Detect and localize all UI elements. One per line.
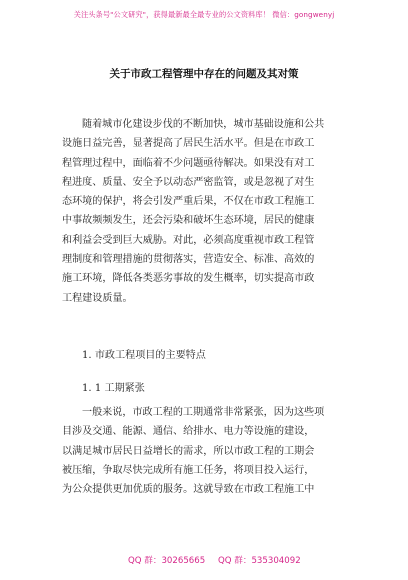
paragraph-line: 程进度、质量、安全予以动态严密监管，或是忽视了对生 [62, 176, 315, 188]
paragraph-line: 以满足城市居民日益增长的需求，所以市政工程的工期会 [62, 445, 315, 457]
paragraph-line: 程管理过程中，面临着不少问题亟待解决。如果没有对工 [62, 157, 315, 169]
paragraph-line: 目涉及交通、能源、通信、给排水、电力等设施的建设， [62, 426, 315, 438]
paragraph-line: 施工环境，降低各类恶劣事故的发生概率，切实提高市政 [62, 273, 315, 285]
paragraph-line: 设施日益完善，显著提高了居民生活水平。但是在市政工 [62, 138, 315, 150]
paragraph-line: 被压缩，争取尽快完成所有施工任务，将项目投入运行， [62, 464, 315, 476]
qq-group-label: QQ 群：30265665 [128, 556, 206, 566]
paragraph-line: 为公众提供更加优质的服务。这就导致在市政工程施工中 [62, 484, 315, 496]
subsection-heading: 1. 1 工期紧张 [82, 383, 145, 394]
section-heading: 1. 市政工程项目的主要特点 [82, 350, 206, 361]
document-title: 关于市政工程管理中存在的问题及其对策 [109, 68, 299, 80]
paragraph-line: 理制度和管理措施的贯彻落实，营造安全、标准、高效的 [62, 254, 315, 266]
paragraph-line: 态环境的保护，将会引发严重后果，不仅在市政工程施工 [62, 196, 315, 208]
paragraph-line: 一般来说，市政工程的工期通常非常紧张，因为这些项 [82, 407, 325, 418]
paragraph-line: 工程建设质量。 [62, 292, 133, 304]
paragraph-line: 和利益会受到巨大威胁。对此，必须高度重视市政工程管 [62, 234, 315, 246]
paragraph-line: 随着城市化建设步伐的不断加快，城市基础设施和公共 [82, 119, 325, 130]
body-paragraph [62, 403, 350, 499]
promo-banner: 关注头条号"公文研究"，获得最新最全最专业的公文资料库！ 微信：gongwenyj [73, 10, 335, 19]
paragraph-line: 中事故频频发生，还会污染和破坏生态环境，居民的健康 [62, 215, 315, 227]
qq-group-label: QQ 群：535304092 [218, 556, 301, 566]
intro-paragraph [62, 115, 350, 308]
